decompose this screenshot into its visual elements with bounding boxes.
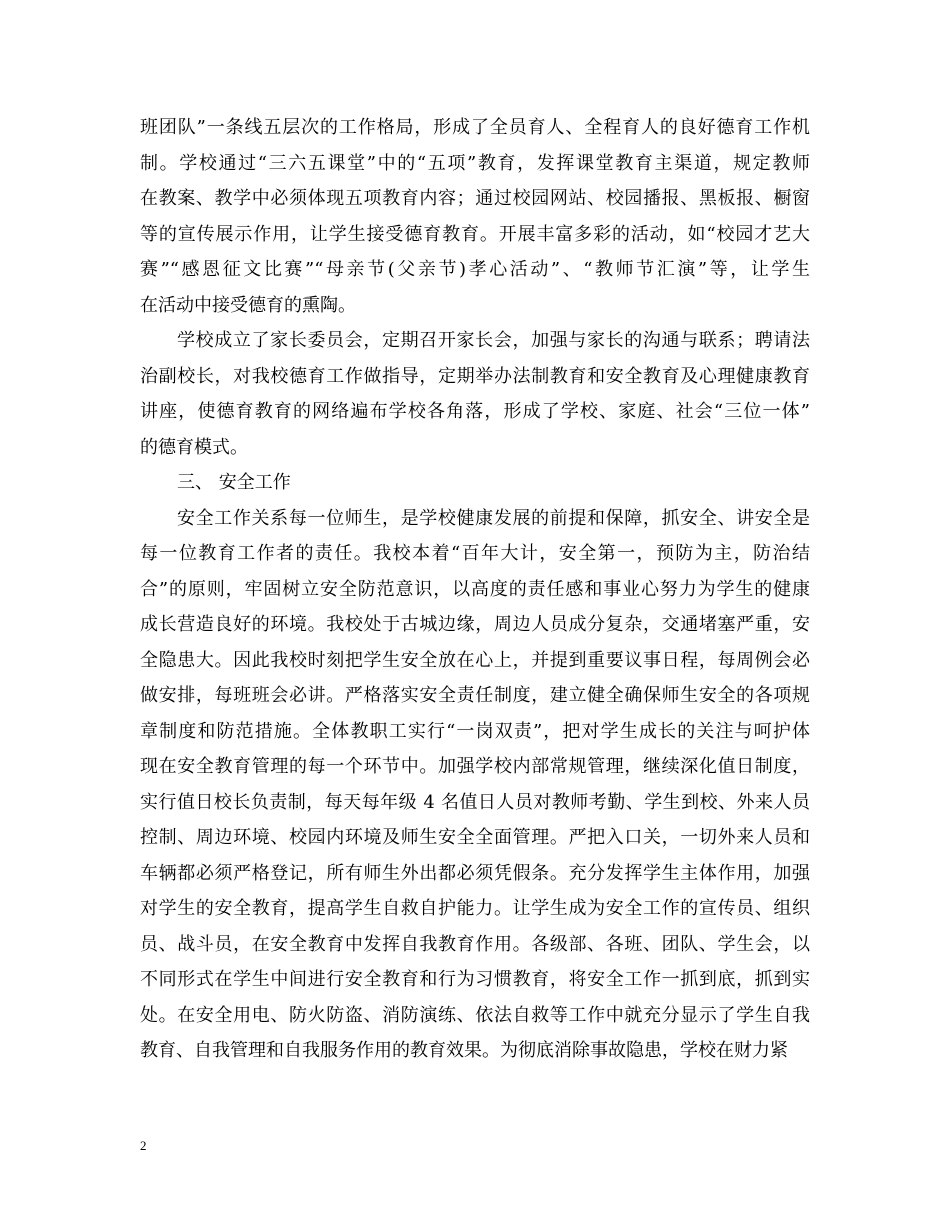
text-line: 成长营造良好的环境。我校处于古城边缘，周边人员成分复杂，交通堵塞严重，安: [140, 614, 810, 635]
document-body: [140, 110, 810, 1069]
paragraph: [140, 323, 810, 465]
text-line: 处。在安全用电、防火防盗、消防演练、依法自救等工作中就充分显示了学生自我: [140, 1004, 810, 1026]
text-line: 在教案、教学中必须体现五项教育内容；通过校园网站、校园播报、黑板报、橱窗: [140, 188, 810, 209]
text-line: 每一位教育工作者的责任。我校本着“百年大计，安全第一，预防为主，防治结: [140, 543, 810, 564]
text-line: 章制度和防范措施。全体教职工实行“一岗双责”，把对学生成长的关注与呵护体: [140, 720, 810, 742]
text-line: 车辆都必须严格登记，所有师生外出都必须凭假条。充分发挥学生主体作用，加强: [140, 862, 810, 884]
text-line: 安全工作关系每一位师生，是学校健康发展的前提和保障，抓安全、讲安全是: [177, 507, 810, 529]
text-line: 制。学校通过“三六五课堂”中的“五项”教育，发挥课堂教育主渠道，规定教师: [140, 152, 810, 174]
text-line: 实行值日校长负责制，每天每年级 4 名值日人员对教师考勤、学生到校、外来人员: [140, 791, 810, 813]
paragraph: [140, 110, 810, 323]
text-line: 全隐患大。因此我校时刻把学生安全放在心上，并提到重要议事日程，每周例会必: [140, 649, 810, 671]
text-line: 不同形式在学生中间进行安全教育和行为习惯教育，将安全工作一抓到底，抓到实: [140, 969, 810, 990]
section-heading: [140, 465, 810, 501]
text-line: 治副校长，对我校德育工作做指导，定期举办法制教育和安全教育及心理健康教育: [140, 365, 810, 387]
text-line: 等的宣传展示作用，让学生接受德育教育。开展丰富多彩的活动，如“校园才艺大: [140, 223, 810, 245]
text-line: 现在安全教育管理的每一个环节中。加强学校内部常规管理，继续深化值日制度，: [140, 756, 810, 777]
text-line: 讲座，使德育教育的网络遍布学校各角落，形成了学校、家庭、社会“三位一体”: [140, 401, 810, 422]
text-line: 合”的原则，牢固树立安全防范意识，以高度的责任感和事业心努力为学生的健康: [140, 578, 810, 600]
text-line: 对学生的安全教育，提高学生自救自护能力。让学生成为安全工作的宣传员、组织: [140, 898, 810, 919]
text-line: 班团队”一条线五层次的工作格局，形成了全员育人、全程育人的良好德育工作机: [140, 117, 810, 138]
paragraph: [140, 501, 810, 1069]
text-line: 控制、周边环境、校园内环境及师生安全全面管理。严把入口关，一切外来人员和: [140, 827, 810, 848]
heading-text: 三、 安全工作: [177, 472, 291, 493]
text-line: 赛”“感恩征文比赛”“母亲节(父亲节)孝心活动”、“教师节汇演”等，让学生: [140, 259, 810, 280]
text-line: 教育、自我管理和自我服务作用的教育效果。为彻底消除事故隐患，学校在财力紧: [140, 1040, 788, 1061]
text-line: 在活动中接受德育的熏陶。: [140, 294, 356, 316]
text-line: 的德育模式。: [140, 436, 248, 458]
text-line: 做安排，每班班会必讲。严格落实安全责任制度，建立健全确保师生安全的各项规: [140, 685, 810, 706]
page-number: 2: [140, 1138, 147, 1153]
text-line: 员、战斗员，在安全教育中发挥自我教育作用。各级部、各班、团队、学生会，以: [140, 933, 810, 955]
text-line: 学校成立了家长委员会，定期召开家长会，加强与家长的沟通与联系；聘请法: [177, 330, 810, 351]
